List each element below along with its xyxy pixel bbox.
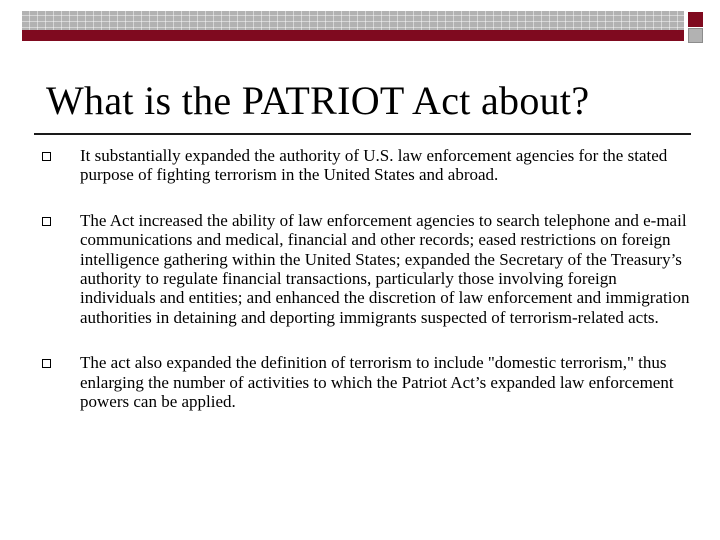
slide-title: What is the PATRIOT Act about? <box>46 78 590 123</box>
corner-square-light <box>688 28 703 43</box>
bullet-list <box>40 146 690 437</box>
bullet-text: The Act increased the ability of law enforcement agencies to search telephone and e-mail communications and medical, financial and other records; eased restrictions on foreign intelligence gathering within the United States; expanded the Secretary of the Treasury’s authority to regulate financial transactions, particularly those involving foreign individuals and entities; and enhanced the discretion of law enforcement and immigration authorities in detaining and deporting immigrants suspected of terrorism-related acts. <box>80 210 690 327</box>
bullet-text: It substantially expanded the authority of U.S. law enforcement agencies for the stated purpose of fighting terrorism in the United States and abroad. <box>80 146 668 185</box>
hollow-square-bullet-icon <box>42 152 51 161</box>
corner-square-dark <box>688 12 703 27</box>
bullet-item <box>40 146 690 185</box>
hollow-square-bullet-icon <box>42 359 51 368</box>
bullet-text: The act also expanded the definition of terrorism to include "domestic terrorism," thus enlarging the number of activities to which the Patriot Act’s expanded law enforcement powers can be applied. <box>80 353 674 412</box>
bullet-item <box>40 211 690 327</box>
header-accent-strip <box>22 30 684 41</box>
hollow-square-bullet-icon <box>42 217 51 226</box>
bullet-item <box>40 353 690 411</box>
title-underline <box>34 133 691 135</box>
